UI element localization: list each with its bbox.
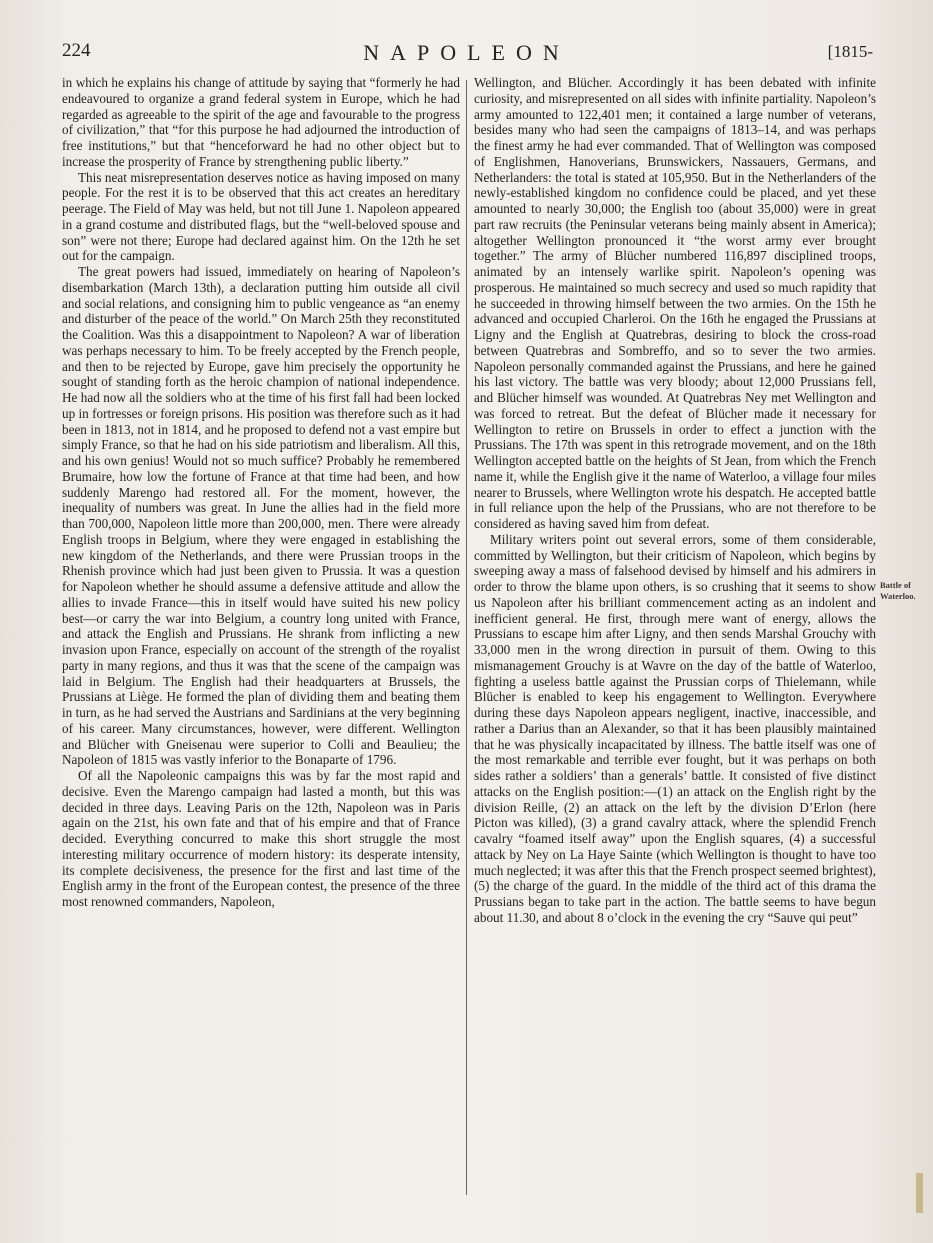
running-year: [1815- (827, 42, 873, 61)
margin-note: Battle of Waterloo. (880, 580, 916, 601)
right-column (474, 75, 876, 926)
page-edge-mark (916, 1173, 923, 1213)
paragraph: Military writers point out several errors, some of them considerable, committed by Wellington, but their criticism of Napoleon, which begins by sweeping away a mass of falsehood devised by himself and his admirers in order to throw the blame upon others, is so crushing that it seems to show us Napoleon after his brilliant commencement acting as an indolent and inefficient general. He first, through mere want of energy, allows the Prussians to escape him after Ligny, and then sends Marshal Grouchy with 33,000 men in the wrong direction in pursuit of them. Owing to this mismanagement Grouchy is at Wavre on the day of the battle of Waterloo, fighting a useless battle against the Prussian corps of Thielemann, while Blücher is enabled to keep his engagement to Wellington. Everywhere during these days Napoleon appears negligent, inactive, inaccessible, and rather a Darius than an Alexander, so that it has been plausibly maintained that he was physically incapacitated by illness. The battle itself was one of the most remarkable and terrible ever fought, but it was perhaps on both sides rather a soldiers’ than a generals’ battle. It consisted of five distinct attacks on the English position:—(1) an attack on the English right by the division Reille, (2) an attack on the left by the division D’Erlon (here Picton was killed), (3) a grand cavalry attack, where the splendid French cavalry “foamed itself away” upon the English squares, (4) a successful attack by Ney on La Haye Sainte (which Wellington is thought to have too much neglected; it was after this that the French prospect seemed brightest), (5) the charge of the guard. In the middle of the third act of this drama the Prussians began to take part in the action. The battle seems to have begun about 11.30, and about 8 o’clock in the evening the cry “Sauve qui peut” (474, 531, 876, 925)
running-header (62, 40, 871, 70)
paragraph: This neat misrepresentation deserves notice as having imposed on many people. For the rest it is to be observed that this act creates an hereditary peerage. The Field of May was held, but not till June 1. Napoleon appeared in a grand costume and distributed flags, but the “well-beloved spouse and son” were not there; Europe had declared against him. On the 12th he set out for the campaign. (62, 169, 460, 264)
paragraph: in which he explains his change of attitude by saying that “formerly he had endeavoured to organize a grand federal system in Europe, which he had regarded as agreeable to the spirit of the age and favourable to the progress of civilization,” that “for this purpose he had adjourned the introduction of free institutions,” but that “henceforward he had no other object but to increase the prosperity of France by strengthening public liberty.” (62, 75, 460, 169)
left-column (62, 75, 460, 910)
running-title: NAPOLEON (363, 40, 570, 65)
paragraph: Wellington, and Blücher. Accordingly it has been debated with infinite curiosity, and misrepresented on all sides with infinite partiality. Napoleon’s army amounted to 122,401 men; it contained a large number of veterans, besides many who had seen the campaigns of 1813–14, and was perhaps the finest army he had ever commanded. That of Wellington was composed of Englishmen, Hanoverians, Brunswickers, Nassauers, Germans, and Netherlanders: the total is stated at 105,950. But in the Netherlanders of the newly-established kingdom no confidence could be placed, and yet these amounted to nearly 30,000; the English too (about 35,000) were in great part raw recruits (the Peninsular veterans being mainly absent in America); altogether Wellington pronounced it “the worst army ever brought together.” The army of Blücher numbered 116,897 disciplined troops, animated by an intensely warlike spirit. Napoleon’s opening was prosperous. He maintained so much secrecy and used so much rapidity that he succeeded in throwing himself between the two armies. On the 15th he advanced and occupied Charleroi. On the 16th he engaged the Prussians at Ligny and the English at Quatrebras, desiring to block the cross-road between Quatrebras and Sombreffo, and so to sever the two armies. Napoleon personally commanded against the Prussians, and here he gained his last victory. The battle was very bloody; about 12,000 Prussians fell, and Blücher himself was wounded. At Quatrebras Ney met Wellington and was forced to retreat. But the defeat of Blücher made it necessary for Wellington to retire on Brussels in order to effect a junction with the Prussians. The 17th was spent in this retrograde movement, and on the 18th Wellington accepted battle on the heights of St Jean, from which the French name it, while the English give it the name of Waterloo, a village four miles nearer to Brussels, where Wellington wrote his despatch. He accepted battle in full reliance upon the help of the Prussians, who are not therefore to be considered as having saved him from defeat. (474, 75, 876, 531)
column-divider (466, 80, 467, 1195)
page-number: 224 (62, 40, 91, 61)
paragraph: Of all the Napoleonic campaigns this was by far the most rapid and decisive. Even the Marengo campaign had lasted a month, but this was decided in three days. Leaving Paris on the 12th, Napoleon was in Paris again on the 21st, his own fate and that of his empire and that of France decided. Everything concurred to make this short struggle the most interesting military occurrence of modern history: its desperate intensity, its complete decisiveness, the presence for the first and last time of the English army in the front of the European contest, the presence of the three most renowned commanders, Napoleon, (62, 768, 460, 909)
paragraph: The great powers had issued, immediately on hearing of Napoleon’s disembarkation (March 13th), a declaration putting him outside all civil and social relations, and consigning him to public vengeance as “an enemy and disturber of the peace of the world.” On March 25th they reconstituted the Coalition. Was this a disappointment to Napoleon? A war of liberation was perhaps necessary to him. To be freely accepted by the French people, and then to be rejected by Europe, gave him precisely the opportunity he sought of standing forth as the heroic champion of national independence. He had now all the soldiers who at the time of his first fall had been locked up in fortresses or foreign prisons. His position was therefore such as it had been in 1813, not in 1814, and he proposed to defend not a vast empire but simply France, so that he had on his side patriotism and liberalism. All this, and his own genius! Would not so much suffice? Probably he remembered Brumaire, how low the fortune of France at that time had been, and how suddenly Marengo had restored all. For the moment, however, the inequality of numbers was great. In June the allies had in the field more than 700,000, Napoleon little more than 200,000, men. There were already English troops in Belgium, where they were engaged in establishing the new kingdom of the Netherlands, and there were Prussian troops in the Rhenish province which had just been given to Prussia. It was a question for Napoleon whether he should assume a defensive attitude and allow the allies to invade France—this in itself would have suited his new policy best—or carry the war into Belgium, a country long united with France, and attack the English and Prussians. He shrank from inflicting a new invasion upon France, especially on account of the strength of the royalist party in many regions, and thus it was that the scene of the campaign was laid in Belgium. The English had their headquarters at Brussels, the Prussians at Liège. He formed the plan of dividing them and beating them in turn, as he had served the Austrians and Sardinians at the very beginning of his career. Many circumstances, however, were different. Wellington and Blücher with Gneisenau were superior to Colli and Beaulieu; the Napoleon of 1815 was vastly inferior to the Bonaparte of 1796. (62, 264, 460, 768)
